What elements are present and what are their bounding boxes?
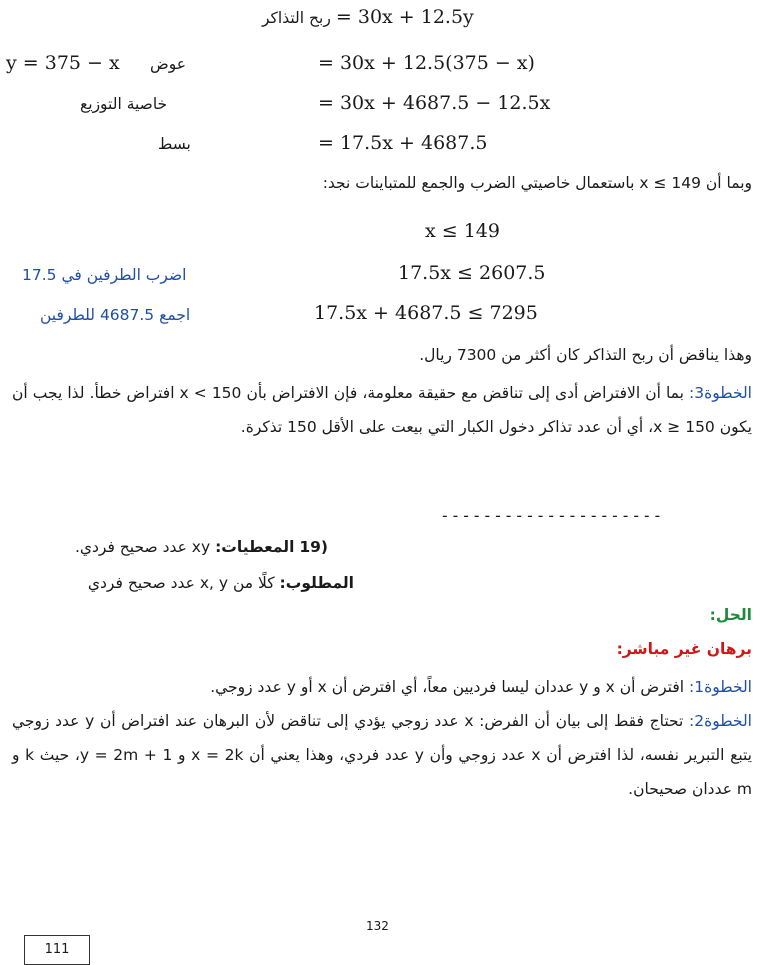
step3-paragraph [12,376,752,444]
step3-text: بما أن الافتراض أدى إلى تناقض مع حقيقة معلومة، فإن الافتراض بأن 150 > x افتراض خطأ. لذا يجب أن يكون 150 ≤ x، أي أن عدد تذاكر دخول الكبار التي بيعت على الأقل 150 تذكرة. [12,384,752,436]
simplify-note: بسط [158,135,191,153]
page-number: 132 [366,919,389,933]
inequality-2: 17.5x ≤ 2607.5 [398,262,546,284]
given-label: المعطيات: [215,538,295,556]
question-number: (19 [299,538,328,556]
step3-label: الخطوة3: [689,384,752,402]
inequality-3: 17.5x + 4687.5 ≤ 7295 [314,302,538,324]
step1-text: افترض أن x و y عددان ليسا فرديين معاً، أي افترض أن x أو y عدد زوجي. [210,678,685,696]
required-text: كلًا من x, y عدد صحيح فردي [87,574,275,592]
step1-paragraph [12,670,752,704]
inequality-1: x ≤ 149 [425,220,500,242]
required-label: المطلوب: [279,574,354,592]
ticket-profit-label: ربح التذاكر [262,9,331,27]
profit-equation-row [262,2,474,32]
required-line [88,574,354,592]
profit-expression: = 30x + 12.5y [335,6,474,28]
simplified-expression: = 17.5x + 4687.5 [318,132,488,154]
substitute-note-math: y = 375 − x [6,52,120,74]
multiply-note: اضرب الطرفين في 17.5 [22,266,187,284]
step2-paragraph [12,704,752,806]
indirect-proof-label: برهان غير مباشر: [616,640,752,658]
substituted-expression: = 30x + 12.5(375 − x) [318,52,535,74]
step1-label: الخطوة1: [689,678,752,696]
distributed-expression: = 30x + 4687.5 − 12.5x [318,92,551,114]
distributive-note: خاصية التوزيع [80,95,168,113]
contradiction-line: وهذا يناقض أن ربح التذاكر كان أكثر من 7300 ريال. [419,346,752,364]
given-text: xy عدد صحيح فردي. [74,538,211,556]
add-note: اجمع 4687.5 للطرفين [40,306,191,324]
since-line: وبما أن 149 ≥ x باستعمال خاصيتي الضرب والجمع للمتباينات نجد: [322,174,752,192]
given-line [75,538,328,556]
substitute-note-label: عوض [150,55,186,73]
solution-label: الحل: [709,606,752,624]
book-page-box: 111 [24,935,90,965]
separator: --------------------- [440,506,664,525]
step2-label: الخطوة2: [688,712,752,730]
step2-text: تحتاج فقط إلى بيان أن الفرض: x عدد زوجي يؤدي إلى تناقض لأن البرهان عند افتراض أن y عدد زوجي يتبع التبرير نفسه، لذا افترض أن x عدد زوجي وأن y عدد فردي، وهذا يعني أن x = 2k و y = 2m + 1، حيث k و m عددان صحيحان. [12,712,752,798]
